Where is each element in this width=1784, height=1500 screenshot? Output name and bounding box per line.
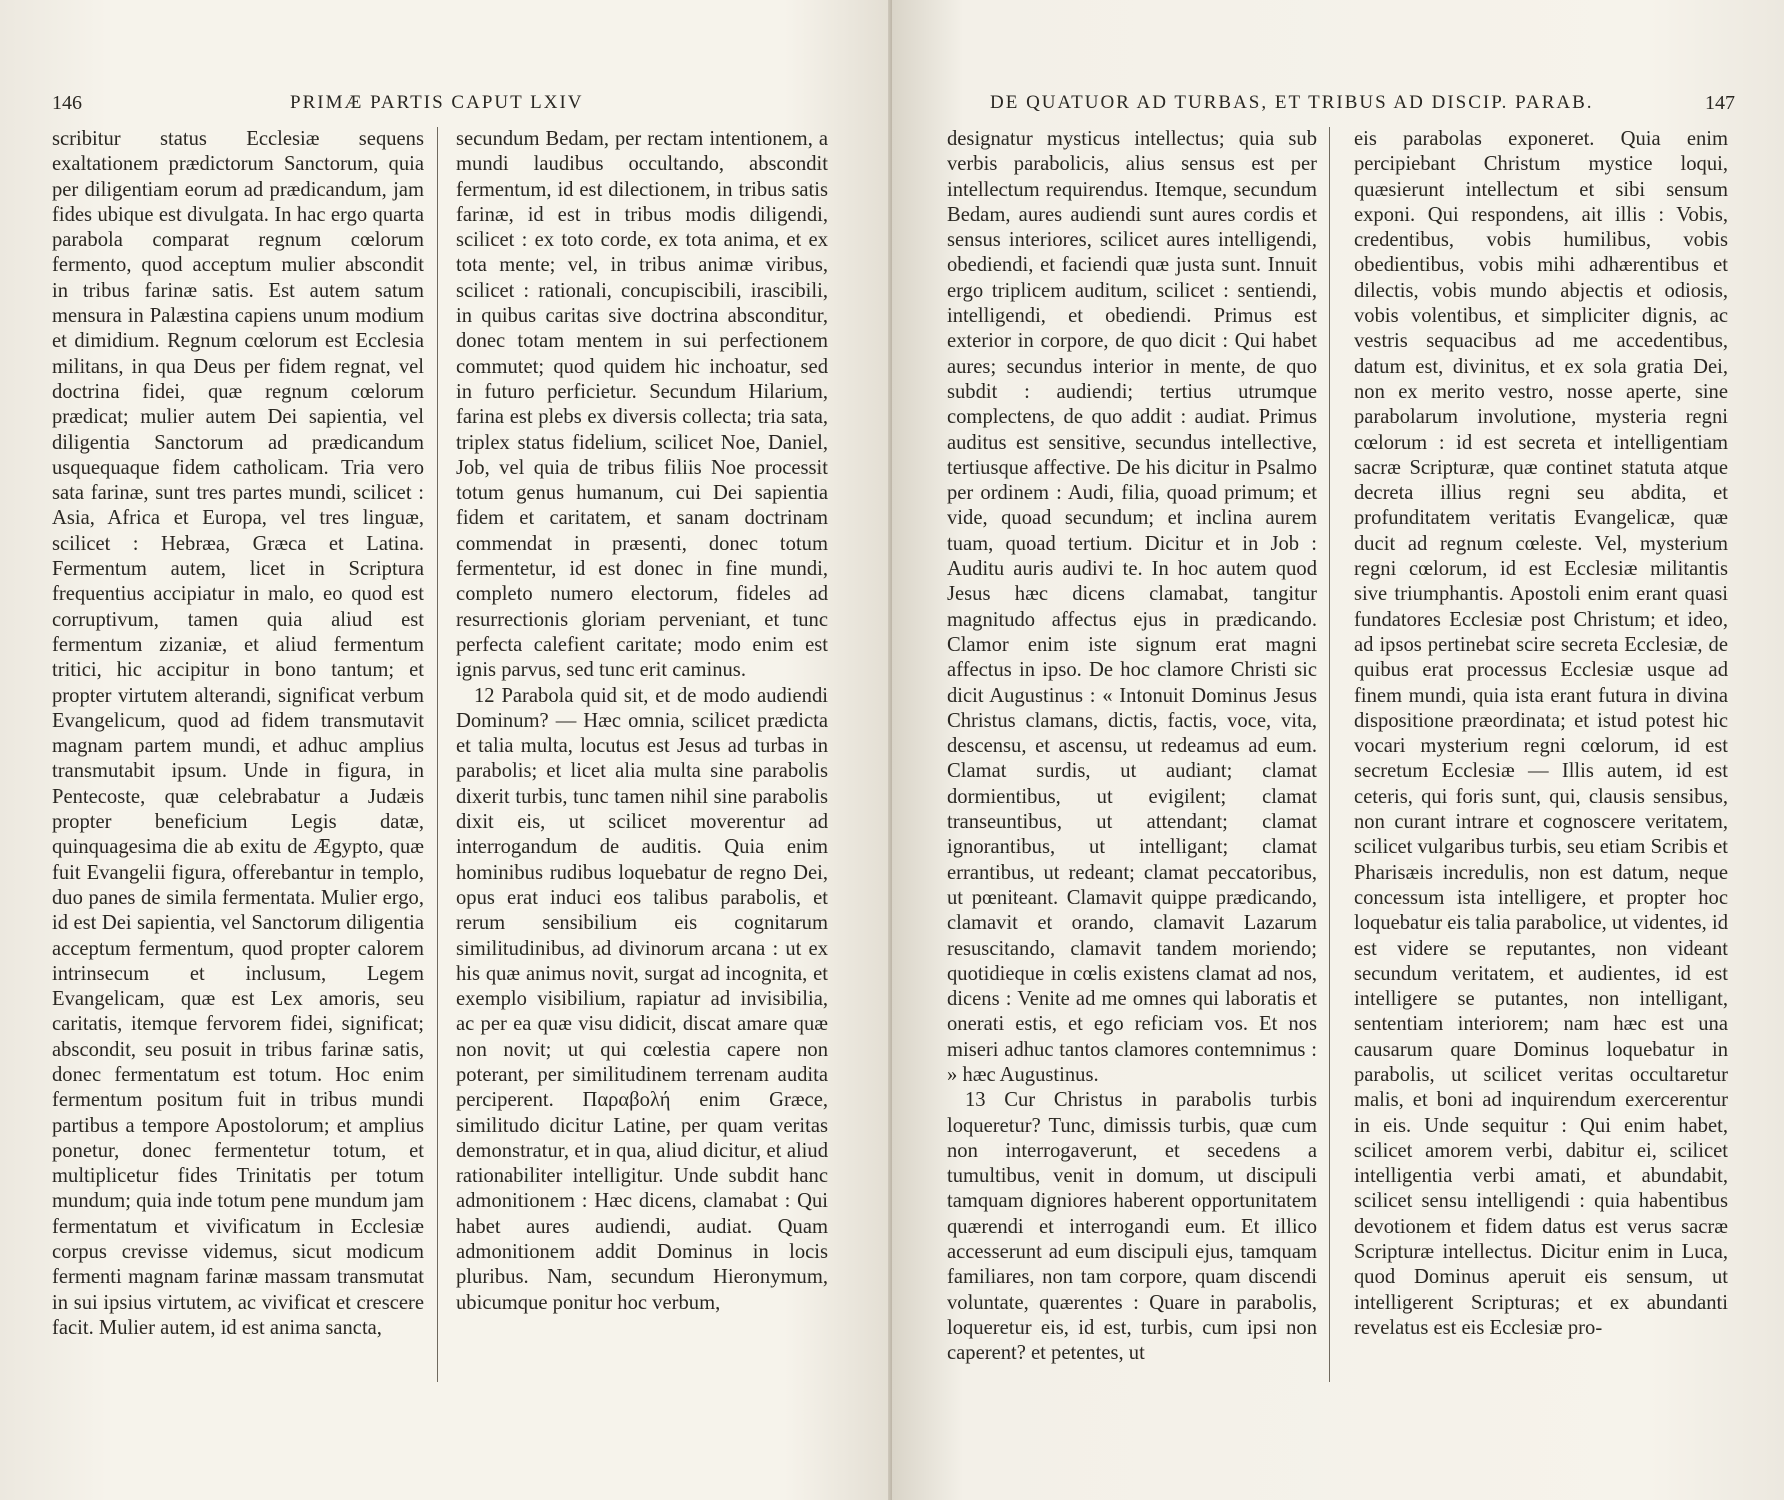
column-divider (437, 127, 438, 1382)
right-page (892, 0, 1784, 1500)
left-page-number: 146 (52, 92, 82, 114)
paragraph: scribitur status Ecclesiæ sequens exaltationem prædictorum Sanctorum, quia per diligentiam eorum ad prædicandum, jam fides ubique est divulgata. In hac ergo quarta parabola comparat regnum cœlorum fermento, quod acceptum mulier abscondit in tribus farinæ satis. Est autem satum mensura in Palæstina capiens unum modium et dimidium. Regnum cœlorum est Ecclesia militans, in qua Deus per fidem regnat, vel doctrina fidei, quæ regnum cœlorum prædicat; mulier autem Dei sapientia, vel diligentia Sanctorum ad prædicandum usquequaque fidem catholicam. Tria vero sata farinæ, sunt tres partes mundi, scilicet : Asia, Africa et Europa, vel tres linguæ, scilicet : Hebræa, Græca et Latina. Fermentum autem, licet in Scriptura frequentius accipiatur in malo, eo quod est corruptivum, tamen quia aliud est fermentum zizaniæ, et aliud fermentum tritici, hic accipitur in bono tantum; et propter virtutem alterandi, significat verbum Evangelicum, quod ad fidem transmutavit magnam partem mundi, et adhuc amplius transmutabit ipsum. Unde in figura, in Pentecoste, quæ celebrabatur a Judæis propter beneficium Legis datæ, quinquagesima die ab exitu de Ægypto, quæ fuit Evangelii figura, offerebantur in templo, duo panes de simila fermentata. Mulier ergo, id est Dei sapientia, vel Sanctorum diligentia acceptum fermentum, quod propter calorem intrinsecum et inclusum, Legem Evangelicam, quæ est Lex amoris, seu caritatis, itemque fervorem fidei, significat; abscondit, seu posuit in tribus farinæ satis, donec fermentatum est totum. Hoc enim fermentum positum fuit in tribus mundi partibus a tempore Apostolorum; et amplius ponetur, donec fermentetur totum, et multiplicetur fides Trinitatis per totum mundum; quia inde totum pene mundum jam fermentatum et vivificatum in Ecclesiæ corpus crevisse videmus, sicut modicum fermenti magnam farinæ massam transmutat in sui ipsius virtutem, ac vivificat et crescere facit. Mulier autem, id est anima sancta, (52, 128, 424, 1339)
left-column-1 (52, 127, 424, 1341)
paragraph-section-12: 12 Parabola quid sit, et de modo audiendi Dominum? — Hæc omnia, scilicet prædicta et talia multa, locutus est Jesus ad turbas in parabolis; et licet alia multa sine parabolis dixerit turbis, tunc tamen nihil sine parabolis dixit eis, ut scilicet moverentur ad interrogandum de auditis. Quia enim hominibus rudibus loquebatur de regno Dei, opus erat induci eos talibus parabolis, et rerum sensibilium eis cognitarum similitudinibus, ad divinorum arcana : ut ex his quæ animus novit, surgat ad incognita, et exemplo visibilium, rapiatur ad invisibilia, ac per ea quæ visu didicit, discat amare quæ non novit; ut qui cœlestia capere non poterant, per similitudinem terrenam audita perciperent. Παραβολή enim Græce, similitudo dicitur Latine, per quam veritas demonstratur, et in qua, aliud dicitur, et aliud rationabiliter intelligitur. Unde subdit hanc admonitionem : Hæc dicens, clamabat : Qui habet aures audiendi, audiat. Quam admonitionem addit Dominus in locis pluribus. Nam, secundum Hieronymum, ubicumque ponitur hoc verbum, (456, 684, 828, 1314)
left-column-2 (456, 127, 828, 1316)
left-page-title: PRIMÆ PARTIS CAPUT LXIV (290, 92, 584, 113)
column-divider (1329, 127, 1330, 1382)
right-running-head (990, 92, 1735, 122)
paragraph: eis parabolas exponeret. Quia enim percipiebant Christum mystice loqui, quæsierunt intellectum et sibi sensum exponi. Qui respondens, ait illis : Vobis, credentibus, vobis humilibus, vobis obedientibus, vobis mihi adhærentibus et dilectis, vobis mundo abjectis et odiosis, vobis volentibus, et simpliciter dignis, ac vestris sequacibus ad me accedentibus, datum est, divinitus, et ex sola gratia Dei, non ex merito vestro, nosse aperte, sine parabolarum involutione, mysteria regni cœlorum : id est secreta et intelligentiam sacræ Scripturæ, quæ continet statuta atque decreta illius regni seu abdita, et profunditatem veritatis Evangelicæ, quæ ducit ad regnum cœleste. Vel, mysterium regni cœlorum, id est Ecclesiæ militantis sive triumphantis. Apostoli enim erant quasi fundatores Ecclesiæ post Christum; et ideo, ad ipsos pertinebat scire secreta Ecclesiæ, de quibus erat processus Ecclesiæ usque ad finem mundi, quia ista erant futura in divina dispositione præordinata; et istud potest hic vocari mysterium regni cœlorum, id est secretum Ecclesiæ — Illis autem, id est ceteris, qui foris sunt, qui, clausis sensibus, non curant intrare et cognoscere veritatem, scilicet vulgaribus turbis, seu etiam Scribis et Pharisæis incredulis, non est datum, neque concessum ista intelligere, et propter hoc loquebatur eis talia parabolice, ut videntes, id est videre se reputantes, non videant secundum veritatem, et audientes, id est intelligere se putantes, non intelligant, sententiam interiorem; nam hæc est una causarum quare Dominus loquebatur in parabolis, ut scilicet veritas occultaretur malis, et boni ad inquirendum exercerentur in eis. Unde sequitur : Qui enim habet, scilicet amorem verbi, dabitur ei, scilicet intelligentia verbi amati, et abundabit, scilicet sensu intelligendi : quia habentibus devotionem et fidem datus est verus sacræ Scripturæ intellectus. Dicitur enim in Luca, quod Dominus aperuit eis sensum, ut intelligerent Scripturas; et ex abundanti revelatus est eis Ecclesiæ pro- (1354, 128, 1728, 1339)
right-page-title: DE QUATUOR AD TURBAS, ET TRIBUS AD DISCIP. PARAB. (990, 92, 1594, 113)
right-page-number: 147 (1705, 92, 1735, 114)
paragraph-section-13: 13 Cur Christus in parabolis turbis loqueretur? Tunc, dimissis turbis, quæ cum non interrogaverunt, et secedens a tumultibus, venit in domum, ut discipuli tamquam digniores haberent opportunitatem quærendi et interrogandi eum. Et illico accesserunt ad eum discipuli ejus, tamquam familiares, non tam corpore, quam discendi voluntate, quærentes : Quare in parabolis, loqueretur eis, id est, turbis, cum ipsi non caperent? et petentes, ut (947, 1089, 1317, 1365)
right-column-1 (947, 127, 1317, 1367)
paragraph: secundum Bedam, per rectam intentionem, a mundi laudibus occultando, abscondit fermentum, id est dilectionem, in tribus satis farinæ, id est in tribus modis diligendi, scilicet : ex toto corde, ex tota anima, et ex tota mente; vel, in tribus animæ viribus, scilicet : rationali, concupiscibili, irascibili, in quibus caritas sive doctrina absconditur, donec totam mentem in sui perfectionem commutet; quod quidem hic inchoatur, sed in futuro perficietur. Secundum Hilarium, farina est plebs ex diversis collecta; tria sata, triplex status fidelium, scilicet Noe, Daniel, Job, vel quia de tribus filiis Noe processit totum genus humanum, cui Dei sapientia fidem et caritatem, et sanam doctrinam commendat in præsenti, donec totum fermentetur, id est donec in fine mundi, completo numero electorum, fideles ad resurrectionis gloriam perveniant, et tunc perfecta calefient caritate; modo enim est ignis parvus, sed tunc erit caminus. (456, 128, 828, 682)
left-running-head (52, 92, 842, 122)
paragraph: designatur mysticus intellectus; quia sub verbis parabolicis, alius sensus est per intellectum requirendus. Itemque, secundum Bedam, aures audiendi sunt aures cordis et sensus interiores, scilicet aures intelligendi, obediendi, et faciendi quæ justa sunt. Innuit ergo triplicem auditum, scilicet : sentiendi, intelligendi, et obediendi. Primus est exterior in corpore, de quo dicit : Qui habet aures; secundus interior in mente, de quo subdit : audiendi; tertius utrumque complectens, de quo addit : audiat. Primus auditus est sensitive, secundus intellective, tertiusque affective. De his dicitur in Psalmo per ordinem : Audi, filia, quoad primum; et vide, quoad secundum; et inclina aurem tuam, quoad tertium. Dicitur et in Job : Auditu auris audivi te. In hoc autem quod Jesus hæc dicens clamabat, tangitur magnitudo affectus ejus in prædicando. Clamor enim iste signum erat magni affectus in ipso. De hoc clamore Christi sic dicit Augustinus : « Intonuit Dominus Jesus Christus clamans, dictis, factis, voce, vita, descensu, et ascensu, ut redeamus ad eum. Clamat surdis, ut audiant; clamat dormientibus, ut evigilent; clamat transeuntibus, ut attendant; clamat ignorantibus, ut intelligant; clamat errantibus, ut redeant; clamat peccatoribus, ut pœniteant. Clamavit quippe prædicando, clamavit et orando, clamavit Lazarum resuscitando, clamavit tandem moriendo; quotidieque in cœlis existens clamat ad nos, dicens : Venite ad me omnes qui laboratis et onerati estis, et ego reficiam vos. Et nos miseri adhuc tantos clamores contemnimus : » hæc Augustinus. (947, 128, 1317, 1086)
right-column-2 (1354, 127, 1728, 1341)
